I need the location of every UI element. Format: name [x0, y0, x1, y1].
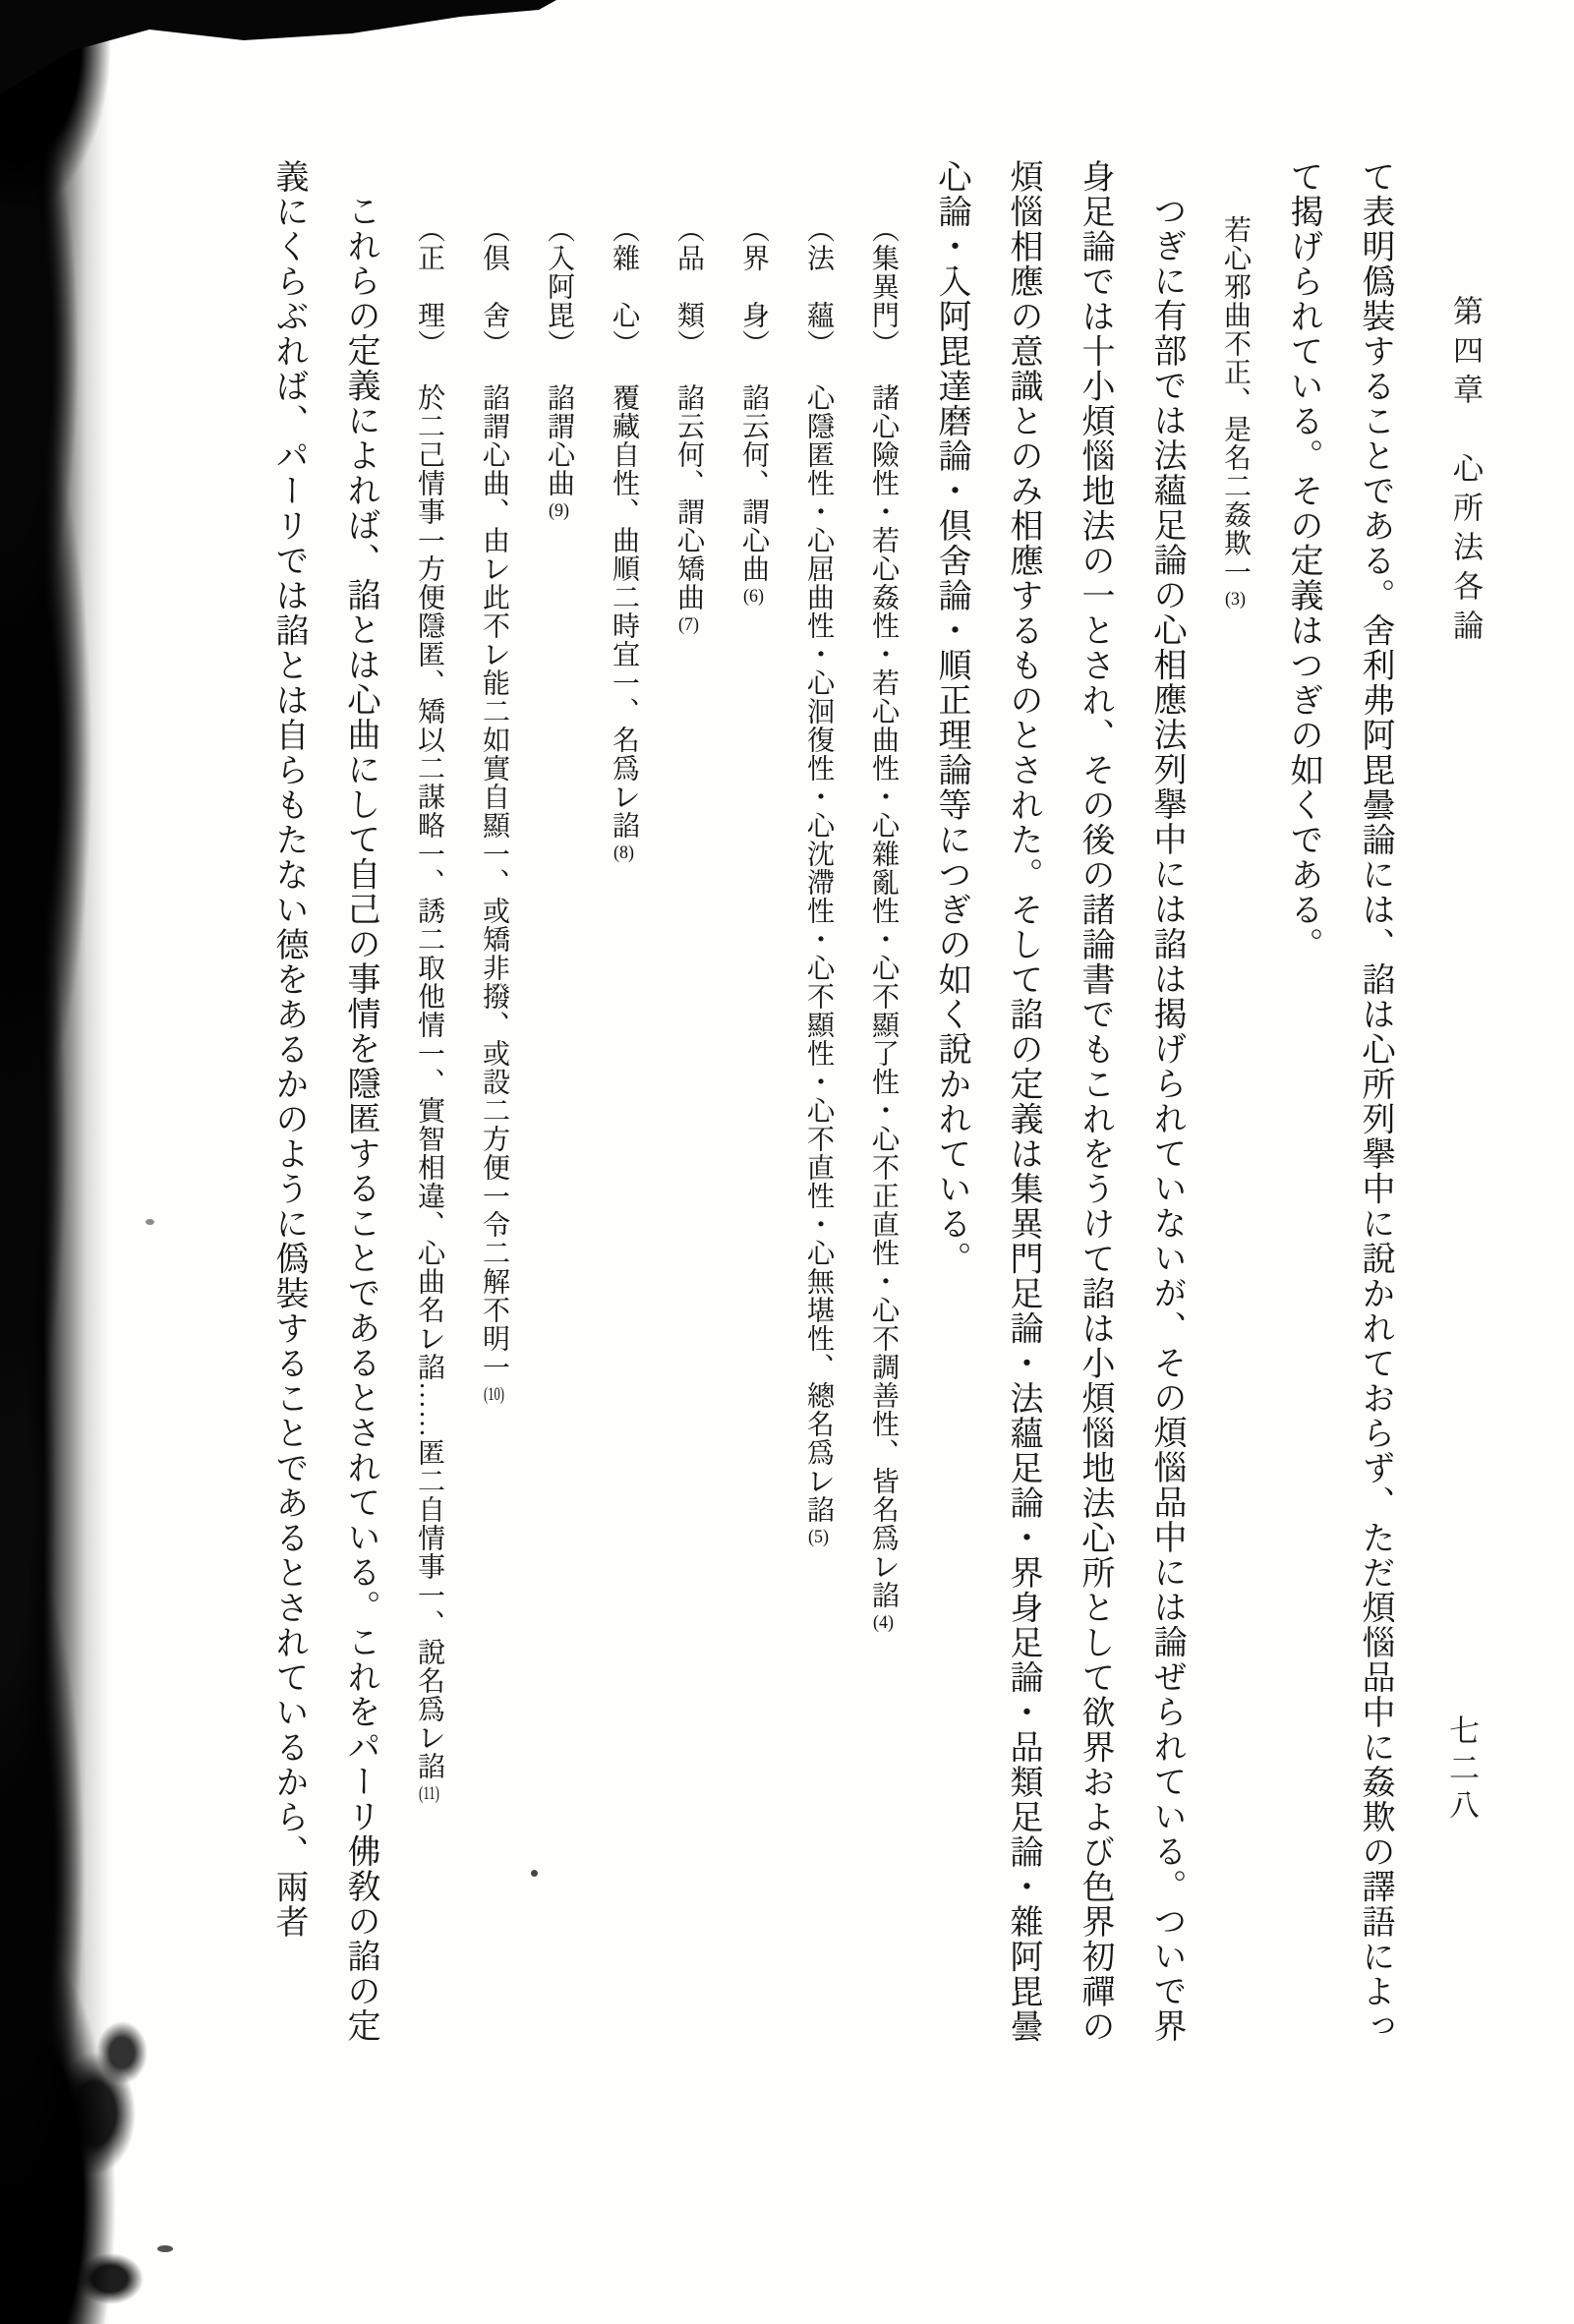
kanbun-quote-shariputra [1202, 159, 1267, 2063]
scan-edge-artifact-left [0, 0, 172, 2324]
citation-source-label: （入阿毘） [544, 215, 574, 358]
scan-edge-artifact-top [0, 0, 590, 94]
citation-row [526, 159, 591, 2063]
citation-row [721, 159, 786, 2063]
citation-note-number: (3) [1225, 590, 1246, 609]
citation-text: 諸心險性・若心姦性・若心曲性・心雜亂性・心不顯了性・心不正直性・心不調善性、皆名爲㆑諂 [868, 383, 899, 1609]
citation-note-number: (10) [484, 1385, 504, 1404]
citation-row [850, 159, 915, 2063]
citation-text: 諂云何、謂心矯曲 [673, 383, 704, 611]
citation-note-number: (6) [743, 587, 764, 606]
citation-text: 諂云何、謂心曲 [738, 383, 769, 583]
running-header-chapter-title: 第四章 心所法各論 [1448, 295, 1483, 649]
paragraph-conclusion: これらの定義によれば、諂とは心曲にして自己の事情を隱匿することであるとされている。これをパーリ佛敎の諂の定義にくらぶれば、パーリでは諂とは自らもたない德をあるかのように僞裝することであるとされているから、兩者 [270, 159, 379, 2044]
citation-source-label: （集異門） [868, 215, 899, 358]
paragraph-continuation: て表明僞裝することである。舍利弗阿毘曇論には、諂は心所列擧中に說かれておらず、ただ煩惱品中に姦欺の譯語によって揭げられている。その定義はつぎの如くである。 [1285, 159, 1393, 2044]
citation-note-number: (5) [808, 1528, 829, 1546]
citation-row [656, 159, 721, 2063]
citation-text: 諂謂心曲 [544, 383, 574, 497]
citation-text: 於㆓己情事㆒方便隱匿、矯以㆓謀略㆒、誘㆓取他情㆒、實智相違、心曲名㆑諂……匿㆓自情事㆒、說名爲㆑諂 [414, 383, 444, 1780]
citation-source-label: （品 類） [673, 215, 704, 358]
scan-speck [146, 1219, 154, 1225]
citation-row [461, 159, 526, 2063]
body-text-block [253, 159, 1411, 2063]
scan-speck [157, 2245, 173, 2252]
paragraph-sarvastivada: つぎに有部では法蘊足論の心相應法列擧中には諂は揭げられていないが、その煩惱品中には論ぜられている。ついで界身足論では十小煩惱地法の一とされ、その後の諸論書でもこれをうけて諂は小煩惱地法心所として欲界および色界初禪の煩惱相應の意識とのみ相應するものとされた。そして諂の定義は集異門足論・法蘊足論・界身足論・品類足論・雜阿毘曇心論・入阿毘達磨論・倶舍論・順正理論等につぎの如く說かれている。 [933, 159, 1185, 2044]
citation-source-label: （法 蘊） [803, 215, 834, 358]
citation-note-number: (8) [613, 843, 634, 862]
citation-source-label: （雜 心） [609, 215, 639, 358]
page-number: 七二八 [1444, 1714, 1479, 1827]
citation-source-label: （界 身） [738, 215, 769, 358]
citation-note-number: (7) [678, 615, 699, 634]
citation-source-label: （正 理） [414, 215, 444, 358]
citation-row [786, 159, 850, 2063]
citation-row [591, 159, 656, 2063]
citation-text: 覆藏自性、曲順㆓時宜㆒、名爲㆑諂 [609, 383, 639, 840]
citation-source-label: （倶 舍） [479, 215, 509, 358]
citation-row [396, 159, 461, 2063]
citation-note-number: (4) [873, 1613, 894, 1632]
citation-text: 諂謂心曲、由㆑此不㆑能㆓如實自顯㆒、或矯非撥、或設㆓方便㆒令㆓解不明㆒ [479, 383, 509, 1381]
citation-note-number: (9) [549, 501, 569, 520]
citation-text: 心隱匿性・心屈曲性・心洄復性・心沈滯性・心不顯性・心不直性・心無堪性、總名爲㆑諂 [803, 383, 834, 1524]
citation-note-number: (11) [419, 1784, 439, 1803]
kanbun-quote-text: 若心邪曲不正、是名㆓姦欺㆒ [1220, 215, 1251, 586]
